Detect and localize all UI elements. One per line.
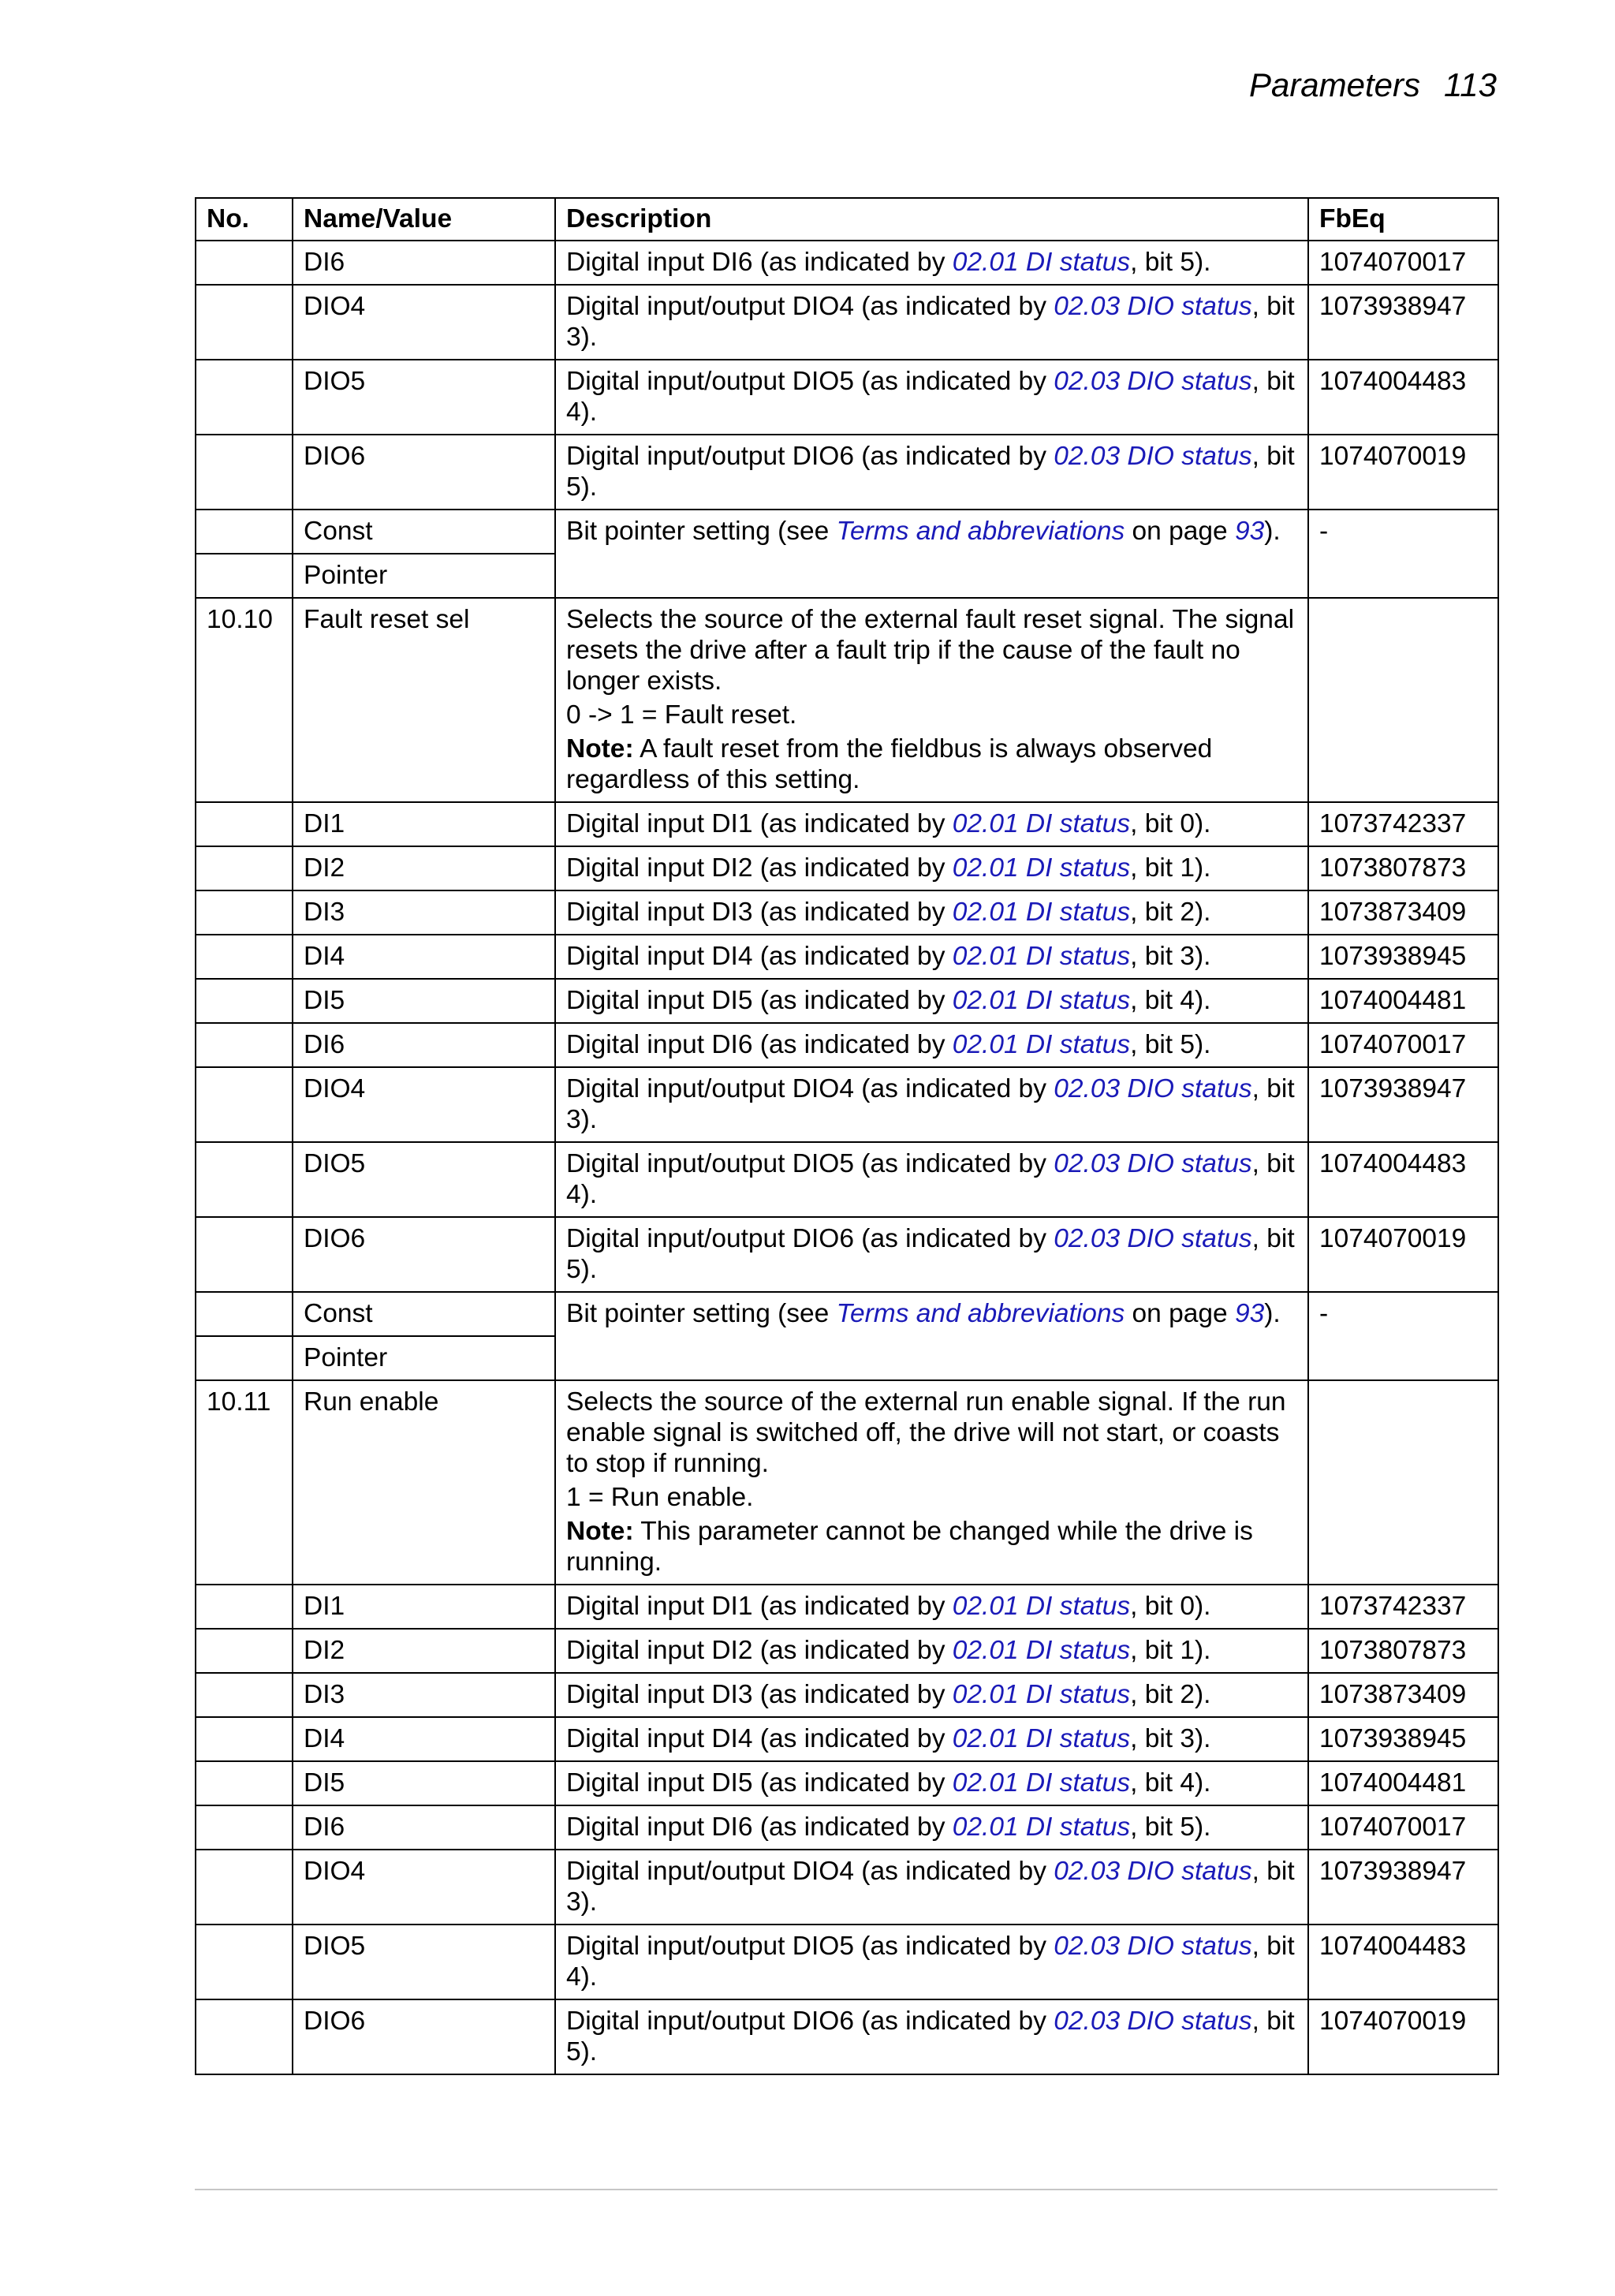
param-description (555, 1380, 1308, 1585)
value-name: DI6 (293, 1805, 555, 1850)
param-number: 10.11 (196, 1380, 293, 1585)
fbeq-value: 1073873409 (1308, 1673, 1498, 1717)
param-number-cell (196, 1585, 293, 1629)
value-name: DI4 (293, 935, 555, 979)
value-name: DIO6 (293, 1999, 555, 2074)
di-status-link[interactable]: 02.01 DI status (952, 248, 1131, 277)
dio-status-link[interactable]: 02.03 DIO status (1054, 1149, 1252, 1178)
param-number: 10.10 (196, 598, 293, 802)
table-row (196, 1673, 1498, 1717)
table-row (196, 1067, 1498, 1142)
table-row (196, 1585, 1498, 1629)
table-row (196, 241, 1498, 285)
table-header-row (196, 198, 1498, 241)
fbeq-value: 1074070017 (1308, 1805, 1498, 1850)
value-description: Digital input/output DIO6 (as indicated by 02.03 DIO status, bit 5). (555, 435, 1308, 510)
fbeq-value: 1073938945 (1308, 935, 1498, 979)
table-row (196, 890, 1498, 935)
fbeq-value: 1074070017 (1308, 241, 1498, 285)
value-description: Digital input/output DIO6 (as indicated by 02.03 DIO status, bit 5). (555, 1217, 1308, 1292)
value-name: DIO5 (293, 1925, 555, 1999)
value-description: Digital input/output DIO4 (as indicated by 02.03 DIO status, bit 3). (555, 285, 1308, 360)
value-name: DI3 (293, 890, 555, 935)
param-number-cell (196, 846, 293, 890)
table-row (196, 1717, 1498, 1761)
param-number-cell (196, 360, 293, 435)
value-name: DI1 (293, 802, 555, 846)
fbeq-value: 1073938947 (1308, 285, 1498, 360)
param-number-cell (196, 1999, 293, 2074)
di-status-link[interactable]: 02.01 DI status (952, 853, 1131, 883)
param-number-cell (196, 1067, 293, 1142)
param-number-cell (196, 1850, 293, 1925)
value-name: DI2 (293, 1629, 555, 1673)
fbeq-value: 1073938945 (1308, 1717, 1498, 1761)
value-description: Digital input/output DIO6 (as indicated by 02.03 DIO status, bit 5). (555, 1999, 1308, 2074)
param-number-cell (196, 979, 293, 1023)
value-description: Digital input/output DIO4 (as indicated by 02.03 DIO status, bit 3). (555, 1850, 1308, 1925)
param-number-cell (196, 890, 293, 935)
fbeq-value: 1074004481 (1308, 979, 1498, 1023)
param-number-cell (196, 1023, 293, 1067)
di-status-link[interactable]: 02.01 DI status (952, 1768, 1131, 1798)
table-row (196, 1629, 1498, 1673)
param-note: Note: A fault reset from the fieldbus is always observed regardless of this setting. (566, 734, 1213, 794)
value-name: DI6 (293, 1023, 555, 1067)
value-name-pointer: Pointer (293, 554, 555, 598)
value-name: DIO6 (293, 435, 555, 510)
terms-abbreviations-link[interactable]: Terms and abbreviations (836, 1299, 1125, 1328)
value-description: Digital input DI2 (as indicated by 02.01 DI status, bit 1). (555, 1629, 1308, 1673)
param-number-cell (196, 510, 293, 554)
fbeq-value: 1074004483 (1308, 360, 1498, 435)
param-note: Note: This parameter cannot be changed while the drive is running. (566, 1517, 1253, 1577)
param-number-cell (196, 1336, 293, 1380)
table-row (196, 1142, 1498, 1217)
value-description: Digital input DI6 (as indicated by 02.01 DI status, bit 5). (555, 1023, 1308, 1067)
di-status-link[interactable]: 02.01 DI status (952, 1680, 1131, 1709)
di-status-link[interactable]: 02.01 DI status (952, 809, 1131, 838)
parameter-table (195, 197, 1499, 2075)
table-row (196, 1925, 1498, 1999)
fbeq-value: 1074004483 (1308, 1142, 1498, 1217)
value-description: Digital input DI1 (as indicated by 02.01 DI status, bit 0). (555, 802, 1308, 846)
table-row (196, 1805, 1498, 1850)
value-description: Digital input DI3 (as indicated by 02.01 DI status, bit 2). (555, 890, 1308, 935)
table-row (196, 435, 1498, 510)
di-status-link[interactable]: 02.01 DI status (952, 898, 1131, 927)
param-description (555, 598, 1308, 802)
section-title: Parameters (1248, 66, 1421, 103)
param-number-cell (196, 1629, 293, 1673)
value-description: Digital input DI4 (as indicated by 02.01 DI status, bit 3). (555, 1717, 1308, 1761)
table-row (196, 285, 1498, 360)
param-number-cell (196, 1142, 293, 1217)
value-description: Digital input/output DIO5 (as indicated by 02.03 DIO status, bit 4). (555, 1925, 1308, 1999)
running-header (1249, 66, 1497, 104)
param-number-cell (196, 935, 293, 979)
column-header-name-value: Name/Value (293, 198, 555, 241)
fbeq-value: 1073873409 (1308, 890, 1498, 935)
param-number-cell (196, 1925, 293, 1999)
column-header-no: No. (196, 198, 293, 241)
param-description-value: 1 = Run enable. (566, 1483, 754, 1512)
table-row (196, 979, 1498, 1023)
value-description: Digital input DI4 (as indicated by 02.01 DI status, bit 3). (555, 935, 1308, 979)
di-status-link[interactable]: 02.01 DI status (952, 1030, 1131, 1059)
fbeq-value: 1073807873 (1308, 1629, 1498, 1673)
dio-status-link[interactable]: 02.03 DIO status (1054, 2007, 1252, 2036)
param-number-cell (196, 802, 293, 846)
param-number-cell (196, 1217, 293, 1292)
dio-status-link[interactable]: 02.03 DIO status (1054, 1857, 1252, 1886)
di-status-link[interactable]: 02.01 DI status (952, 1813, 1131, 1842)
value-description: Digital input DI6 (as indicated by 02.01 DI status, bit 5). (555, 241, 1308, 285)
fbeq-cell (1308, 1380, 1498, 1585)
fbeq-value: 1074070017 (1308, 1023, 1498, 1067)
table-row (196, 1761, 1498, 1805)
param-number-cell (196, 1673, 293, 1717)
fbeq-value: 1073938947 (1308, 1850, 1498, 1925)
value-name: DIO5 (293, 1142, 555, 1217)
value-name: DIO4 (293, 1067, 555, 1142)
value-name-pointer: Pointer (293, 1336, 555, 1380)
dio-status-link[interactable]: 02.03 DIO status (1054, 1074, 1252, 1103)
param-number-cell (196, 1761, 293, 1805)
param-description-value: 0 -> 1 = Fault reset. (566, 700, 797, 730)
table-row (196, 510, 1498, 554)
param-name: Run enable (293, 1380, 555, 1585)
value-description: Digital input/output DIO5 (as indicated by 02.03 DIO status, bit 4). (555, 1142, 1308, 1217)
table-row (196, 1292, 1498, 1336)
value-name: DI1 (293, 1585, 555, 1629)
footer-divider (195, 2189, 1498, 2190)
fbeq-cell (1308, 598, 1498, 802)
dio-status-link[interactable]: 02.03 DIO status (1054, 367, 1252, 396)
di-status-link[interactable]: 02.01 DI status (952, 942, 1131, 971)
param-number-cell (196, 241, 293, 285)
value-description: Digital input/output DIO4 (as indicated by 02.03 DIO status, bit 3). (555, 1067, 1308, 1142)
table-row (196, 802, 1498, 846)
fbeq-value: 1073742337 (1308, 802, 1498, 846)
value-name: DI5 (293, 979, 555, 1023)
value-name: DI4 (293, 1717, 555, 1761)
param-number-cell (196, 1805, 293, 1850)
page-93-link[interactable]: 93 (1234, 517, 1265, 546)
fbeq-value: - (1308, 510, 1498, 598)
param-description-text: Selects the source of the external run enable signal. If the run enable signal is switched off, the drive will not start, or coasts to stop if running. (566, 1387, 1286, 1478)
param-name: Fault reset sel (293, 598, 555, 802)
parameter-row (196, 1380, 1498, 1585)
fbeq-value: 1074004481 (1308, 1761, 1498, 1805)
fbeq-value: 1074070019 (1308, 1217, 1498, 1292)
fbeq-value: 1073938947 (1308, 1067, 1498, 1142)
bit-pointer-description: Bit pointer setting (see Terms and abbreviations on page 93). (555, 1292, 1308, 1380)
param-number-cell (196, 435, 293, 510)
terms-abbreviations-link[interactable]: Terms and abbreviations (836, 517, 1125, 546)
fbeq-value: 1074070019 (1308, 1999, 1498, 2074)
value-name-const: Const (293, 510, 555, 554)
value-name: DI2 (293, 846, 555, 890)
value-description: Digital input DI5 (as indicated by 02.01 DI status, bit 4). (555, 979, 1308, 1023)
value-name: DIO4 (293, 1850, 555, 1925)
param-number-cell (196, 1717, 293, 1761)
param-number-cell (196, 1292, 293, 1336)
di-status-link[interactable]: 02.01 DI status (952, 1724, 1131, 1753)
param-description-text: Selects the source of the external fault reset signal. The signal resets the drive after a fault trip if the cause of the fault no longer exists. (566, 605, 1295, 696)
param-number-cell (196, 554, 293, 598)
dio-status-link[interactable]: 02.03 DIO status (1054, 1932, 1252, 1961)
dio-status-link[interactable]: 02.03 DIO status (1054, 442, 1252, 471)
table-row (196, 846, 1498, 890)
value-name: DIO4 (293, 285, 555, 360)
di-status-link[interactable]: 02.01 DI status (952, 1592, 1131, 1621)
value-description: Digital input DI3 (as indicated by 02.01 DI status, bit 2). (555, 1673, 1308, 1717)
value-name: DI3 (293, 1673, 555, 1717)
value-description: Digital input DI1 (as indicated by 02.01 DI status, bit 0). (555, 1585, 1308, 1629)
table-row (196, 360, 1498, 435)
table-row (196, 935, 1498, 979)
value-name: DI5 (293, 1761, 555, 1805)
value-description: Digital input DI2 (as indicated by 02.01 DI status, bit 1). (555, 846, 1308, 890)
column-header-fbeq: FbEq (1308, 198, 1498, 241)
fbeq-value: 1073807873 (1308, 846, 1498, 890)
table-row (196, 1217, 1498, 1292)
di-status-link[interactable]: 02.01 DI status (952, 1636, 1131, 1665)
param-number-cell (196, 285, 293, 360)
page-number: 113 (1444, 66, 1497, 103)
fbeq-value: - (1308, 1292, 1498, 1380)
table-row (196, 1023, 1498, 1067)
table-row (196, 1850, 1498, 1925)
value-description: Digital input DI5 (as indicated by 02.01 DI status, bit 4). (555, 1761, 1308, 1805)
fbeq-value: 1074070019 (1308, 435, 1498, 510)
bit-pointer-description: Bit pointer setting (see Terms and abbreviations on page 93). (555, 510, 1308, 598)
value-description: Digital input DI6 (as indicated by 02.01 DI status, bit 5). (555, 1805, 1308, 1850)
value-name: DIO6 (293, 1217, 555, 1292)
parameter-row (196, 598, 1498, 802)
dio-status-link[interactable]: 02.03 DIO status (1054, 292, 1252, 321)
value-description: Digital input/output DIO5 (as indicated by 02.03 DIO status, bit 4). (555, 360, 1308, 435)
value-name: DIO5 (293, 360, 555, 435)
fbeq-value: 1073742337 (1308, 1585, 1498, 1629)
fbeq-value: 1074004483 (1308, 1925, 1498, 1999)
page-93-link[interactable]: 93 (1234, 1299, 1265, 1328)
value-name-const: Const (293, 1292, 555, 1336)
dio-status-link[interactable]: 02.03 DIO status (1054, 1224, 1252, 1253)
di-status-link[interactable]: 02.01 DI status (952, 986, 1131, 1015)
table-row (196, 1999, 1498, 2074)
value-name: DI6 (293, 241, 555, 285)
column-header-description: Description (555, 198, 1308, 241)
